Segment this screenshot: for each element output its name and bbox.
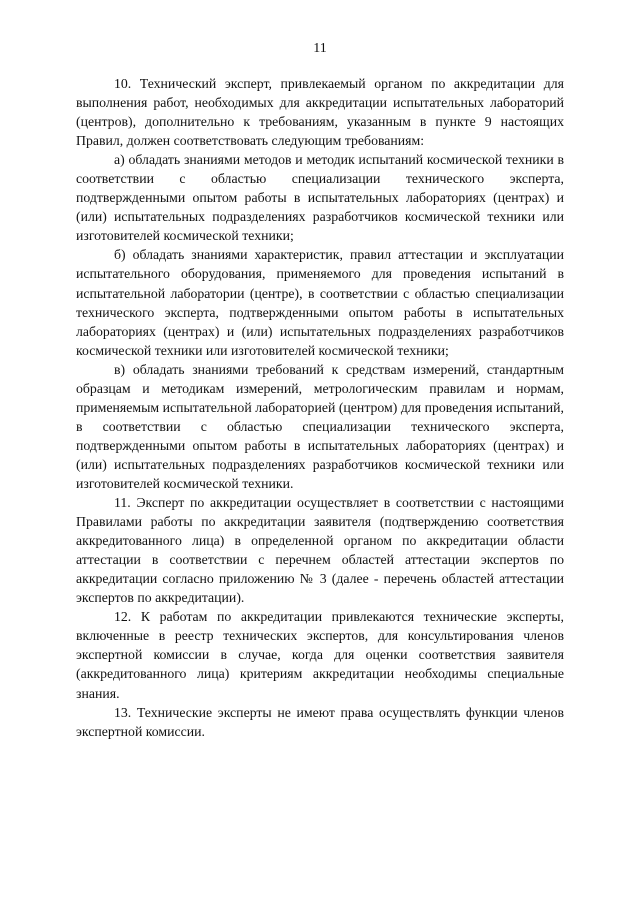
paragraph-10: 10. Технический эксперт, привлекаемый органом по аккредитации для выполнения работ, необходимых для аккредитации испытательных лабораторий (центров), дополнительно к требованиям, указанным в пункте 9 настоящих Правил, должен соответствовать следующим требованиям: xyxy=(76,76,564,149)
paragraph-11: 11. Эксперт по аккредитации осуществляет в соответствии с настоящими Правилами работы по аккредитации заявителя (подтверждению соответствия аккредитованного лица) в определенной органом по аккредитации области аттестации в соответствии с перечнем областей аттестации экспертов по аккредитации согласно приложению № 3 (далее - перечень областей аттестации экспертов по аккредитации). xyxy=(76,495,564,606)
document-body xyxy=(76,74,564,741)
paragraph-10-v: в) обладать знаниями требований к средствам измерений, стандартным образцам и методикам измерений, метрологическим правилам и нормам, применяемым испытательной лабораторией (центром) для проведения испытаний, в соответствии с областью специализации технического эксперта, подтвержденными опытом работы в испытательных лабораториях (центрах) и (или) испытательных подразделениях разработчиков космической техники или изготовителей космической техники. xyxy=(76,361,564,491)
paragraph-13: 13. Технические эксперты не имеют права осуществлять функции членов экспертной комиссии. xyxy=(76,704,564,739)
paragraph-12: 12. К работам по аккредитации привлекаются технические эксперты, включенные в реестр технических экспертов, для консультирования членов экспертной комиссии в случае, когда для оценки соответствия заявителя (аккредитованного лица) критериям аккредитации необходимы специальные знания. xyxy=(76,609,564,701)
paragraph-10-a: а) обладать знаниями методов и методик испытаний космической техники в соответствии с областью специализации технического эксперта, подтвержденными опытом работы в испытательных лабораториях (центрах) и (или) испытательных подразделениях разработчиков космической техники или изготовителей космической техники; xyxy=(76,152,564,244)
page-number: 11 xyxy=(313,41,327,56)
paragraph-10-b: б) обладать знаниями характеристик, правил аттестации и эксплуатации испытательного оборудования, применяемого для проведения испытаний в испытательной лаборатории (центре), в соответствии с областью специализации технического эксперта, подтвержденными опытом работы в испытательных лабораториях (центрах) и (или) испытательных подразделениях разработчиков космической техники или изготовителей космической техники; xyxy=(76,247,564,358)
